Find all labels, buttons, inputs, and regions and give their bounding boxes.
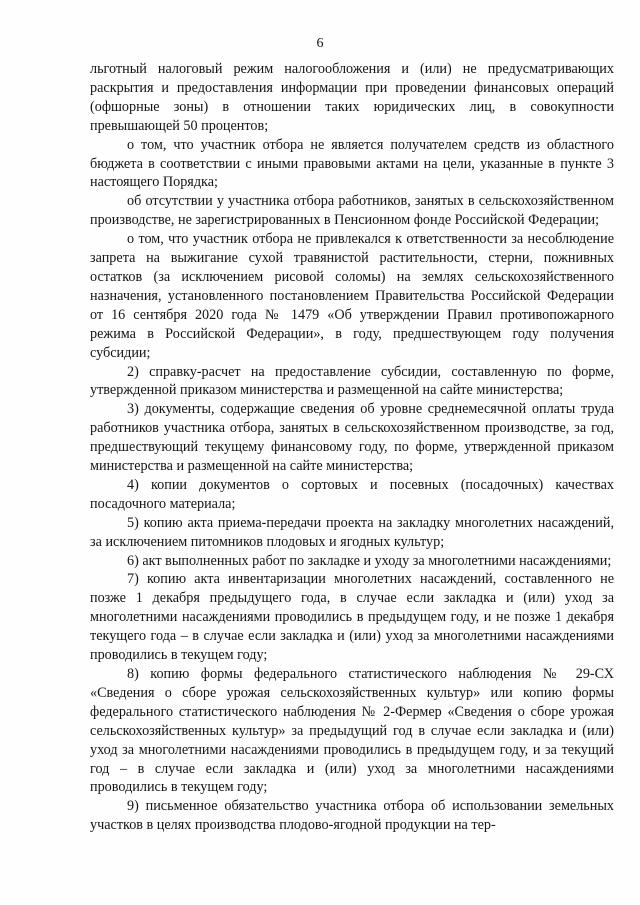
paragraph: 7) копию акта инвентаризации многолетних насаждений, составленного не позже 1 декабря предыдущего года, в случае если закладка и (или) уход за многолетними насаждениями проводились в предыдущем году, и не позже 1 декабря текущего года – в случае если закладка и (или) уход за многолетними насаждениями проводились в текущем году;	[90, 571, 614, 664]
paragraph: 2) справку-расчет на предоставление субсидии, составленную по форме, утвержденной приказом министерства и размещенной на сайте министерства;	[90, 363, 614, 399]
paragraph: о том, что участник отбора не привлекался к ответственности за несоблюдение запрета на выжигание сухой травянистой растительности, стерни, пожнивных остатков (за исключением рисовой соломы) на землях сельскохозяйственного назначения, установленного постановлением Правительства Российской Федерации от 16 сентября 2020 года № 1479 «Об утверждении Правил противопожарного режима в Российской Федерации», в году, предшествующем году получения субсидии;	[90, 231, 614, 361]
paragraph: 9) письменное обязательство участника отбора об использовании земельных участков в целях производства плодово-ягодной продукции на тер-	[90, 798, 614, 834]
paragraph: 5) копию акта приема-передачи проекта на закладку многолетних насаждений, за исключением питомников плодовых и ягодных культур;	[90, 514, 614, 550]
paragraph: льготный налоговый режим налогообложения и (или) не предусматривающих раскрытия и предоставления информации при проведении финансовых операций (офшорные зоны) в отношении таких юридических лиц, в совокупности превышающей 50 процентов;	[90, 61, 614, 134]
paragraph: 4) копии документов о сортовых и посевных (посадочных) качествах посадочного материала;	[90, 476, 614, 512]
paragraph: 8) копию формы федерального статистического наблюдения № 29-СХ «Сведения о сборе урожая сельскохозяйственных культур» или копию формы федерального статистического наблюдения № 2-Фермер «Сведения о сборе урожая сельскохозяйственных культур» за предыдущий год в случае если закладка и (или) уход за многолетними насаждениями проводились в предыдущем году, и за текущий год – в случае если закладка и (или) уход за многолетними насаждениями проводились в текущем году;	[90, 666, 614, 796]
paragraph: о том, что участник отбора не является получателем средств из областного бюджета в соответствии с иными правовыми актами на цели, указанные в пункте 3 настоящего Порядка;	[90, 136, 614, 191]
document-body	[90, 60, 614, 835]
page-number: 6	[316, 36, 324, 51]
paragraph: 6) акт выполненных работ по закладке и уходу за многолетними насаждениями;	[127, 552, 612, 569]
paragraph: об отсутствии у участника отбора работников, занятых в сельскохозяйственном производстве, не зарегистрированных в Пенсионном фонде Российской Федерации;	[90, 193, 614, 229]
paragraph: 3) документы, содержащие сведения об уровне среднемесячной оплаты труда работников участника отбора, занятых в сельскохозяйственном производстве, за год, предшествующий текущему финансовому году, по форме, утвержденной приказом министерства и размещенной на сайте министерства;	[90, 401, 614, 475]
